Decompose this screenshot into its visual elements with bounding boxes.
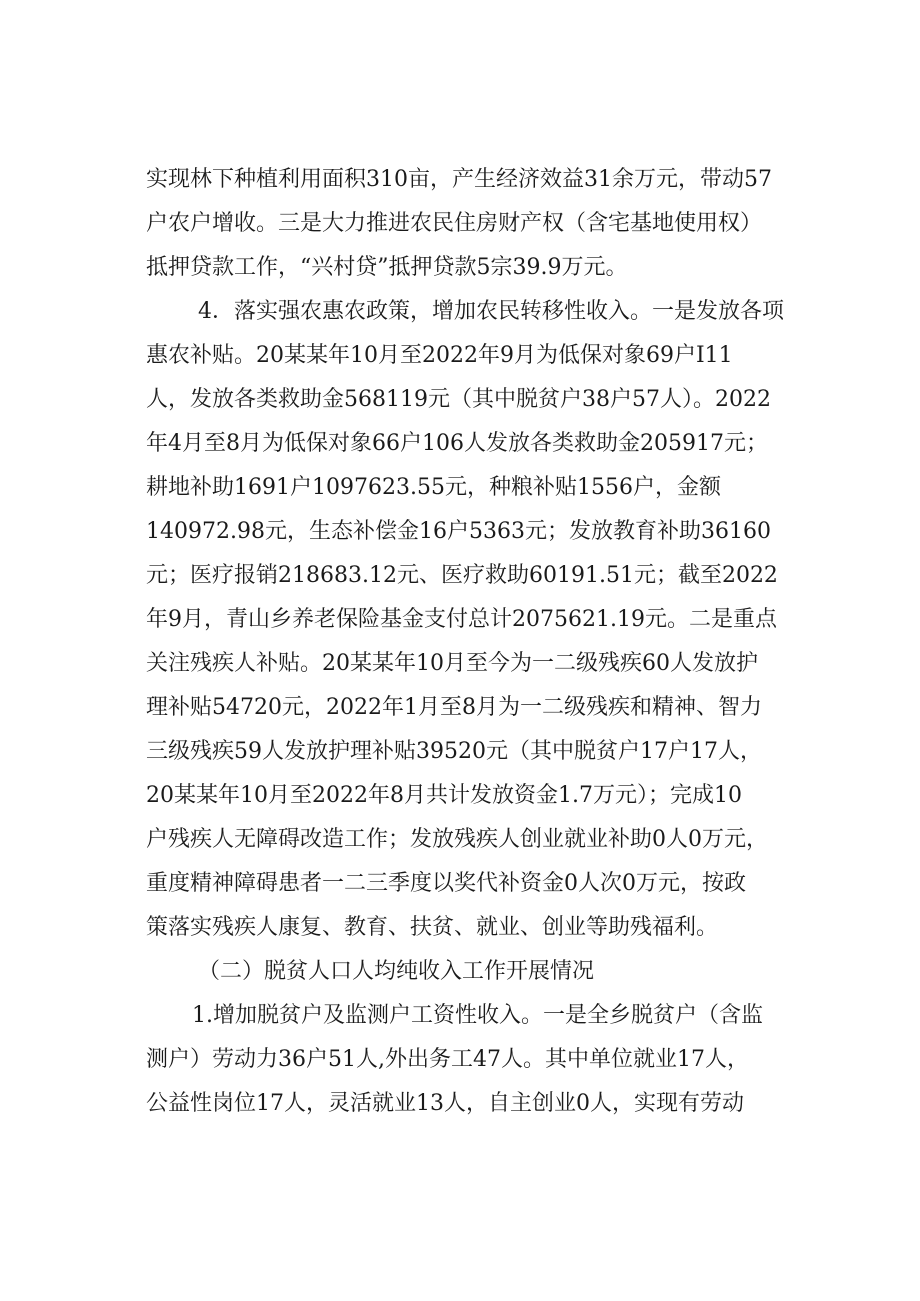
text-line: 4．落实强农惠农政策，增加农民转移性收入。一是发放各项 [198,299,784,324]
text-line: 耕地补助1691户1097623.55元，种粮补贴1556户，金额 [146,475,721,500]
text-line: 20某某年10月至2022年8月共计发放资金1.7万元）；完成10 [146,783,742,808]
text-line: 元；医疗报销218683.12元、医疗救助60191.51元；截至2022 [146,563,778,588]
text-line: 户残疾人无障碍改造工作；发放残疾人创业就业补助0人0万元， [146,827,768,852]
text-line: 1.增加脱贫户及监测户工资性收入。一是全乡脱贫户（含监 [192,1003,763,1028]
text-line: 关注残疾人补贴。20某某年10月至今为一二级残疾60人发放护 [146,651,758,676]
text-line: 重度精神障碍患者一二三季度以奖代补资金0人次0万元，按政 [146,871,746,896]
text-line: 测户）劳动力36户51人,外出务工47人。其中单位就业17人， [146,1047,749,1072]
text-line: 140972.98元，生态补偿金16户5363元；发放教育补助36160 [146,519,771,544]
text-line: 人，发放各类救助金568119元（其中脱贫户38户57人）。2022 [146,387,771,412]
text-line: 年4月至8月为低保对象66户106人发放各类救助金205917元； [146,431,768,456]
text-line: 抵押贷款工作，“兴村贷”抵押贷款5宗39.9万元。 [146,255,628,280]
text-line: 实现林下种植利用面积310亩，产生经济效益31余万元，带动57 [146,167,772,192]
text-line: 策落实残疾人康复、教育、扶贫、就业、创业等助残福利。 [146,915,719,940]
text-line: 三级残疾59人发放护理补贴39520元（其中脱贫户17户17人， [146,739,762,764]
text-line: 惠农补贴。20某某年10月至2022年9月为低保对象69户I11 [146,343,733,368]
section-heading: （二）脱贫人口人均纯收入工作开展情况 [198,959,595,984]
text-line: 年9月，青山乡养老保险基金支付总计2075621.19元。二是重点 [146,607,777,632]
text-line: 户农户增收。三是大力推进农民住房财产权（含宅基地使用权） [146,211,763,236]
text-line: 公益性岗位17人，灵活就业13人，自主创业0人，实现有劳动 [146,1091,744,1116]
text-line: 理补贴54720元，2022年1月至8月为一二级残疾和精神、智力 [146,695,762,720]
